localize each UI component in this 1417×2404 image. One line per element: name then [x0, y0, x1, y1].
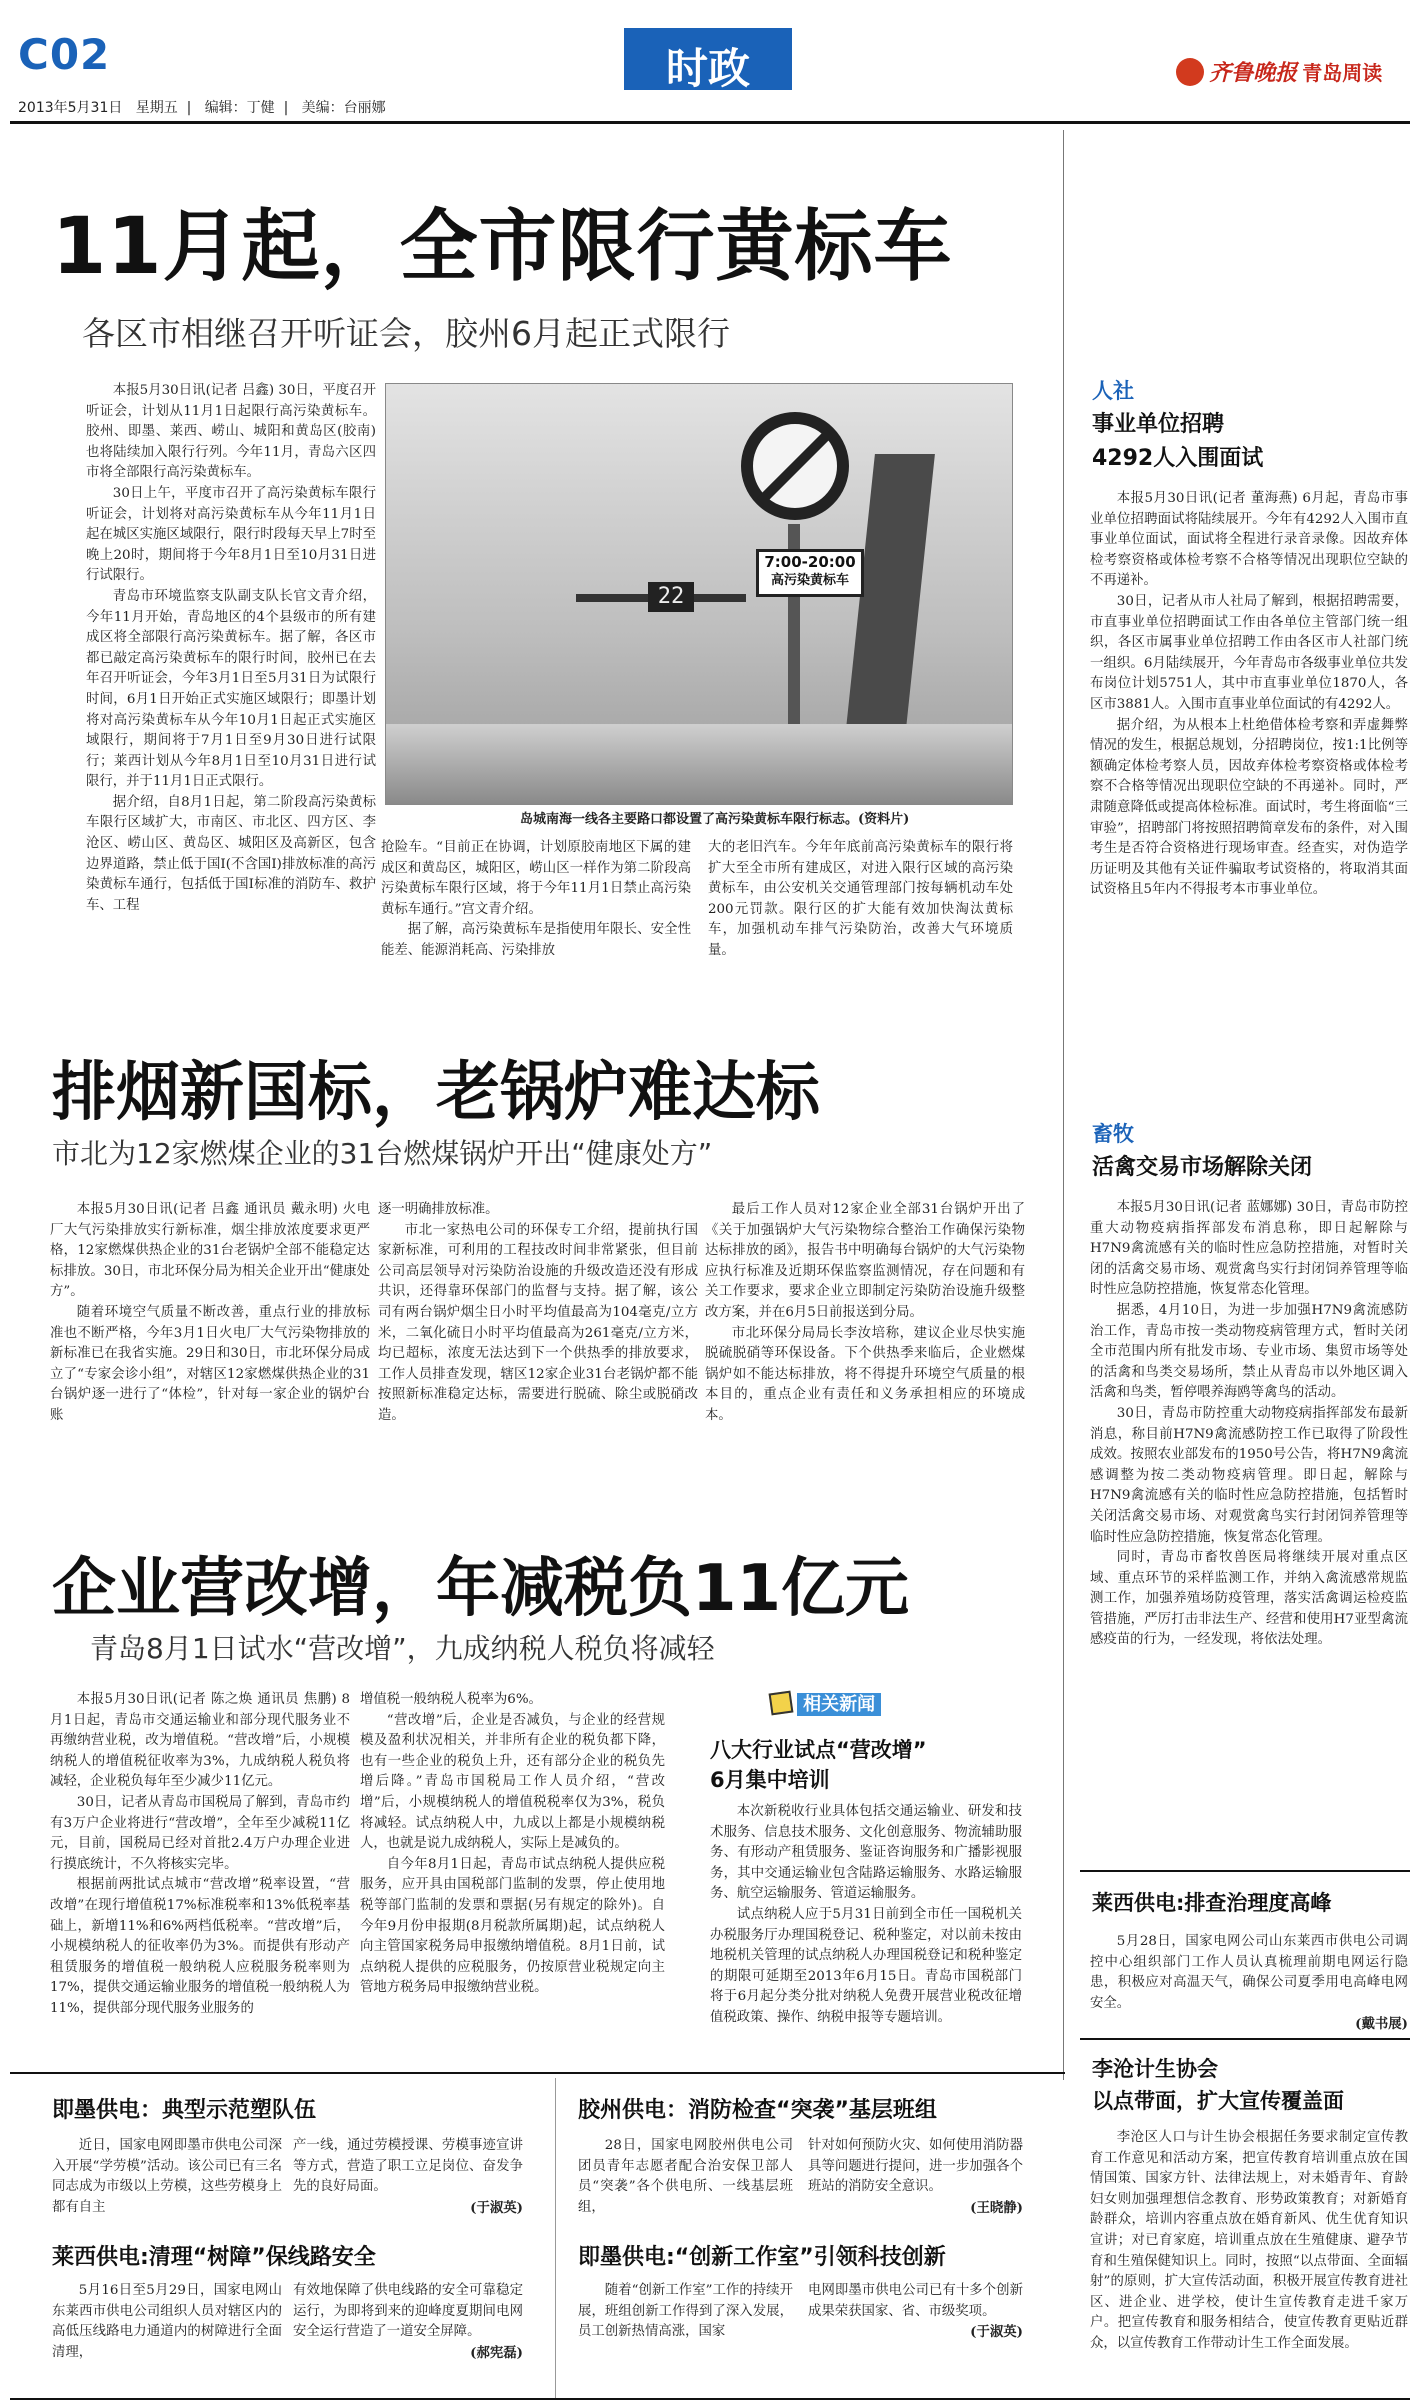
sign-plate	[756, 549, 864, 597]
related-title-1: 八大行业试点“营改增”	[710, 1738, 927, 1762]
side3-p1: 5月28日，国家电网公司山东莱西市供电公司调控中心组织部门工作人员认真梳理前期电网运行隐患，积极应对高温天气，确保公司夏季用电高峰电网安全。	[1090, 1934, 1408, 2011]
news-icon	[769, 1691, 794, 1716]
side1-title-2: 4292人入围面试	[1092, 446, 1264, 471]
a2-col-3-p2: 市北环保分局局长李汝培称，建议企业尽快实施脱硫脱硝等环保设备。下个供热季来临后，企业燃煤锅炉如不能达标排放，将不得提升环境空气质量的根本目的，重点企业有责任和义务承担相应的环境成本。	[705, 1325, 1025, 1423]
date-line: 2013年5月31日 星期五 | 编辑：丁健 | 美编：台丽娜	[18, 100, 386, 116]
a1-subheadline: 各区市相继召开听证会，胶州6月起正式限行	[82, 314, 730, 353]
a1-col-1: 本报5月30日讯(记者 吕鑫) 30日，平度召开听证会，计划从11月1日起限行高污染黄标车。胶州、即墨、莱西、崂山、城阳和黄岛区(胶南)也将陆续加入限行行列。今年11月，青岛六区四市将全部限行高污染黄标车。 30日上午，平度市召开了高污染黄标车限行听证会，计划将对高污染黄标车从今年11月1日起在城区实施区域限行，限行时段每天早上7时至晚上20时，期间将于今年8月1日至10月31日进行试限行。 青岛市环境监察支队副支队长官文青介绍，今年11月开始，青岛地区的4个县级市的所有建成区将全部限行高污染黄标车。据了解，各区市都已敲定高污染黄标车的限行时间，胶州已在去年召开听证会，今年3月1日至5月31日为试限行时间，6月1日开始正式实施区域限行；即墨计划将对高污染黄标车从今年10月1日起正式实施区域限行，期间将于7月1日至9月30日进行试限行；莱西计划从今年8月1日至10月31日进行试限行，并于11月1日正式限行。 据介绍，自8月1日起，第二阶段高污染黄标车限行区域扩大，市南区、市北区、四方区、李沧区、崂山区、黄岛区、城阳区及高新区，包含边界道路，禁止低于国Ⅰ(不含国Ⅰ)排放标准的高污染黄标车通行，包括低于国Ⅰ标准的消防车、救护车、工程	[86, 383, 376, 913]
side3-text	[1090, 1932, 1408, 2035]
side2-p3: 30日，青岛市防控重大动物疫病指挥部发布最新消息，称目前H7N9禽流感防控工作已取得了阶段性成效。按照农业部发布的1950号公告，将H7N9禽流感调整为按二类动物疫病管理。即日起，解除与H7N9禽流感有关的临时性应急防控措施，包括暂时关闭活禽交易市场、对观赏禽鸟实行封闭饲养管理等临时性应急防控措施，恢复常态化管理。	[1090, 1405, 1408, 1545]
paper-logo: 齐鲁晚报 青岛周读	[1176, 56, 1382, 90]
a2-col-2	[378, 1200, 698, 1427]
side3-author: (戴书展)	[1355, 2016, 1408, 2033]
section-title: 时政	[665, 44, 750, 93]
a2-col-1-p1: 本报5月30日讯(记者 吕鑫 通讯员 戴永明) 火电厂大气污染排放实行新标准，烟尘排放浓度要求更严格，12家燃煤供热企业的31台老锅炉全部不能稳定达标排放。30日，市北环保分局为相关企业开出“健康处方”。	[50, 1202, 370, 1300]
b3-title: 胶州供电：消防检查“突袭”基层班组	[578, 2098, 937, 2123]
a2-col-1-p2: 随着环境空气质量不断改善，重点行业的排放标准也不断严格，今年3月1日火电厂大气污染物排放的新标准已在我省实施。29日和30日，市北环保分局成立了“专家会诊小组”，对辖区12家燃煤供热企业的31台锅炉逐一进行了“体检”，针对每一家企业的锅炉台账	[50, 1304, 370, 1423]
side4-title-2: 以点带面，扩大宣传覆盖面	[1092, 2089, 1344, 2113]
page-bottom-rule	[10, 2398, 1410, 2400]
b4-col-1: 随着“创新工作室”工作的持续开展，班组创新工作得到了深入发展，员工创新热情高涨，国家	[578, 2283, 793, 2340]
side2-p2: 据悉，4月10日，为进一步加强H7N9禽流感防治工作，青岛市按一类动物疫病管理方式，暂时关闭全市范围内所有批发市场、专业市场、集贸市场等处的活禽和鸟类交易场所，禁止从青岛市以外地区调入活禽和鸟类，暂停喂养海鸥等禽鸟的活动。	[1090, 1302, 1408, 1401]
b1-col-2: 产一线，通过劳模授课、劳模事迹宣讲等方式，营造了职工立足岗位、奋发争先的良好局面。 (于淑英)	[293, 2138, 523, 2216]
side2-p4: 同时，青岛市畜牧兽医局将继续开展对重点区域、重点环节的采样监测工作，并纳入禽流感常规监测工作，加强养殖场防疫管理，落实活禽调运检疫监管措施，严厉打击非法生产、经营和使用H7亚型禽流感疫苗的行为，一经发现，将依法处理。	[1090, 1550, 1408, 1648]
a2-col-2-p1: 逐一明确排放标准。	[378, 1202, 499, 1217]
b1-title: 即墨供电：典型示范塑队伍	[52, 2098, 317, 2123]
b3-col-1: 28日，国家电网胶州供电公司团员青年志愿者配合治安保卫部人员“突袭”各个供电所、一线基层班组，	[578, 2138, 793, 2215]
b1-col-1: 近日，国家电网即墨市供电公司深入开展“学劳模”活动。该公司已有三名同志成为市级以上劳模，这些劳模身上都有自主	[52, 2138, 282, 2215]
date: 2013年5月31日	[18, 100, 123, 116]
bottom-divider	[555, 2078, 556, 2398]
page-number: C02	[18, 30, 111, 79]
bottom-rule	[10, 2072, 1065, 2074]
a1-photo	[385, 383, 1013, 805]
logo-icon	[1176, 58, 1204, 86]
a1-col-2	[381, 838, 691, 962]
a1-col-2-p2: 据了解，高污染黄标车是指使用年限长、安全性能差、能源消耗高、污染排放	[381, 922, 691, 958]
b3-col-2: 针对如何预防火灾、如何使用消防器具等问题进行提问，进一步加强各个班站的消防安全意识。 (王晓静)	[808, 2138, 1023, 2216]
side1-p2: 30日，记者从市人社局了解到，根据招聘需要，市直事业单位招聘面试工作由各单位主管部门统一组织，各区市属事业单位招聘工作由各区市人社部门统一组织。6月陆续展开，今年青岛市各级事业单位共发布岗位计划5751人，其中市直事业单位1870人，各区市3881人。入围市直事业单位面试的有4292人。	[1090, 593, 1408, 712]
side2-tag: 畜牧	[1092, 1122, 1134, 1146]
related-text-p1: 本次新税收行业具体包括交通运输业、研发和技术服务、信息技术服务、文化创意服务、物流辅助服务、有形动产租赁服务、鉴证咨询服务和广播影视服务，其中交通运输业包含陆路运输服务、水路运输服务、航空运输服务、管道运输服务。	[710, 1804, 1022, 1902]
b4-title: 即墨供电:“创新工作室”引领科技创新	[578, 2245, 946, 2270]
side4-text	[1090, 2128, 1408, 2396]
designer: 美编：台丽娜	[301, 100, 386, 116]
a2-col-2-p2: 市北一家热电公司的环保专工介绍，提前执行国家新标准，可利用的工程技改时间非常紧张，但目前公司高层领导对污染防治设施的升级改造还没有形成共识，还得靠环保部门的监督与支持。据了解，该公司有两台锅炉烟尘日小时平均值最高为104毫克/立方米，二氧化硫日小时平均值最高为261毫克/立方米，均已超标，浓度无法达到下一个供热季的排放要求，工作人员排查发现，辖区12家企业31台老锅炉都不能按照新标准稳定达标，需要进行脱硫、除尘或脱硝改造。	[378, 1222, 698, 1423]
side1-tag: 人社	[1092, 379, 1134, 403]
a2-headline: 排烟新国标，老锅炉难达标	[52, 1056, 820, 1130]
sign-text: 高污染黄标车	[770, 573, 849, 588]
a3-subheadline: 青岛8月1日试水“营改增”，九成纳税人税负将减轻	[90, 1632, 715, 1665]
a2-col-1	[50, 1200, 370, 1427]
b2-col-2: 有效地保障了供电线路的安全可靠稳定运行，为即将到来的迎峰度夏期间电网安全运行营造了一道安全屏障。 (郝宪磊)	[293, 2283, 523, 2361]
a3-col-2-p3: 自今年8月1日起，青岛市试点纳税人提供应税服务，应开具由国税部门监制的发票，停止使用地税等部门监制的发票和票据(另有规定的除外)。自今年9月份申报期(8月税款所属期)起，试点纳税人向主管国家税务局申报缴纳增值税。8月1日前，试点纳税人提供的应税服务，仍按原营业税规定向主管地方税务局申报缴纳营业税。	[360, 1856, 665, 1996]
a3-col-2-p2: “营改增”后，企业是否减负，与企业的经营规模及盈利状况相关，并非所有企业的税负都下降，也有一些企业的税负上升，还有部分企业的税负先增后降。”青岛市国税局工作人员介绍，“营改增”后，小规模纳税人的增值税税率仅为3%，税负将减轻。试点纳税人中，九成以上都是小规模纳税人，也就是说九成纳税人，实际上是减负的。	[360, 1712, 665, 1852]
a2-subheadline: 市北为12家燃煤企业的31台燃煤锅炉开出“健康处方”	[52, 1137, 713, 1170]
a2-col-3-p1: 最后工作人员对12家企业全部31台锅炉开出了《关于加强锅炉大气污染物综合整治工作确保污染物达标排放的函》，报告书中明确每台锅炉的大气污染物应执行标准及近期环保监察监测情况，存在问题和有关工作要求，要求企业立即制定污染防治设施升级整改方案，并在6月5日前报送到分局。	[705, 1202, 1025, 1320]
a3-col-1-p3: 根据前两批试点城市“营改增”税率设置，“营改增”在现行增值税17%标准税率和13%低税率基础上，新增11%和6%两档低税率。“营改增”后，小规模纳税人的征收率仍为3%。而提供有形动产租赁服务的增值税一般纳税人应税服务税率则为17%，提供交通运输业服务的增值税一般纳税人为11%，提供部分现代服务业服务的	[50, 1877, 350, 2016]
related-text-p2: 试点纳税人应于5月31日前到全市任一国税机关办税服务厅办理国税登记、税种鉴定，对以前未按由地税机关管理的试点纳税人办理国税登记和税种鉴定的期限可延期至2013年6月15日。青岛市国税部门将于6月起分类分批对纳税人免费开展营业税改征增值税政策、操作、纳税申报等专题培训。	[710, 1906, 1022, 2025]
b2-col-1: 5月16日至5月29日，国家电网山东莱西市供电公司组织人员对辖区内的高低压线路电力通道内的树障进行全面清理，	[52, 2283, 282, 2360]
side1-p3: 据介绍，为从根本上杜绝借体检考察和弄虚舞弊情况的发生，根据总规划，分招聘岗位，按1:1比例等额确定体检考察人员，因故弃体检考察资格或体检考察不合格等情况出现职位空缺的不再递补。同时，严肃随意降低或提高体检标准。面试时，考生将面临“三审验”，招聘部门将按照招聘简章发布的条件，对入围考生是否符合资格进行现场审查。经查实，对伪造学历证明及其他有关证件骗取考试资格的，将取消其面试资格且5年内不得报考本市事业单位。	[1090, 717, 1408, 898]
related-news-tag: 相关新闻	[770, 1690, 881, 1720]
a3-col-1-p1: 本报5月30日讯(记者 陈之焕 通讯员 焦鹏) 8月1日起，青岛市交通运输业和部分现代服务业不再缴纳营业税，改为增值税。“营改增”后，小规模纳税人的增值税征收率为3%，九成纳税人税负将减轻，企业税负每年至少减少11亿元。	[50, 1692, 350, 1790]
side1-title-1: 事业单位招聘	[1092, 412, 1225, 437]
street-cars	[386, 724, 1013, 805]
a2-col-3	[705, 1200, 1025, 1427]
a1-col-2-p1: 抢险车。“目前正在协调，计划原胶南地区下属的建成区和黄岛区，城阳区，崂山区一样作为第二阶段高污染黄标车限行区域，将于今年11月1日禁止高污染黄标车通行。”宫文青介绍。	[381, 840, 691, 917]
a3-headline: 企业营改增，年减税负11亿元	[52, 1552, 910, 1626]
side1-text	[1090, 489, 1408, 901]
a3-col-1-p2: 30日，记者从青岛市国税局了解到，青岛市约有3万户企业将进行“营改增”，全年至少减税11亿元，目前，国税局已经对首批2.4万户办理企业进行摸底统计，不久将核实完毕。	[50, 1794, 350, 1872]
side3-title: 莱西供电:排查治理度高峰	[1092, 1891, 1332, 1915]
side4-p1: 李沧区人口与计生协会根据任务要求制定宣传教育工作意见和活动方案，把宣传教育培训重点放在国情国策、国家方针、法律法规上，对未婚青年、育龄妇女则加强理想信念教育、形势政策教育；对新婚育龄群众，培训内容重点放在婚育新风、优生优育知识宣讲；对已育家庭，培训重点放在生殖健康、避孕节育和生殖保健知识上。同时，按照“以点带面、全面辐射”的原则，扩大宣传活动面，积极开展宣传教育进社区、进企业、进学校，使计生宣传教育走进千家万户。把宣传教育和服务相结合，使宣传教育更贴近群众，以宣传教育工作带动计生工作全面发展。	[1090, 2130, 1408, 2351]
a1-headline: 11月起，全市限行黄标车	[52, 202, 953, 292]
side2-p1: 本报5月30日讯(记者 蓝娜娜) 30日，青岛市防控重大动物疫病指挥部发布消息称，即日起解除与H7N9禽流感有关的临时性应急防控措施，对暂时关闭的活禽交易市场、观赏禽鸟实行封闭饲养管理等临时性应急防控措施，恢复常态化管理。	[1090, 1200, 1408, 1298]
masthead-rule	[10, 121, 1410, 124]
editor: 编辑：丁健	[204, 100, 275, 116]
side2-text	[1090, 1198, 1408, 1651]
a3-col-2	[360, 1690, 665, 1999]
sidebar-divider	[1063, 130, 1064, 2080]
related-text	[710, 1802, 1022, 2029]
side4-title-1: 李沧计生协会	[1092, 2057, 1218, 2081]
traffic-countdown: 22	[648, 582, 694, 612]
related-news-box	[680, 1690, 1025, 2030]
weekday: 星期五	[135, 100, 178, 116]
a3-col-2-p1: 增值税一般纳税人税率为6%。	[360, 1692, 542, 1707]
side3-rule	[1080, 1870, 1410, 1872]
side2-title: 活禽交易市场解除关闭	[1092, 1155, 1313, 1180]
masthead	[0, 0, 1417, 116]
related-title-2: 6月集中培训	[710, 1768, 830, 1792]
a3-col-1	[50, 1690, 350, 2020]
a1-photo-caption: 岛城南海一线各主要路口都设置了高污染黄标车限行标志。(资料片)	[520, 812, 910, 827]
sign-time: 7:00-20:00	[764, 553, 856, 571]
b4-col-2: 电网即墨市供电公司已有十多个创新成果荣获国家、省、市级奖项。 (于淑英)	[808, 2283, 1023, 2341]
a1-col-3	[708, 838, 1013, 962]
side4-rule	[1080, 2038, 1410, 2040]
side1-p1: 本报5月30日讯(记者 董海燕) 6月起，青岛市事业单位招聘面试将陆续展开。今年有4292人入围市直事业单位面试，面试将全程进行录音录像。因故弃体检考察资格或体检考察不合格等情况出现职位空缺的不再递补。	[1090, 491, 1408, 589]
a1-col-3-p1: 大的老旧汽车。今年年底前高污染黄标车的限行将扩大至全市所有建成区，对进入限行区域的高污染黄标车，由公安机关交通管理部门按每辆机动车处200元罚款。限行区的扩大能有效加快淘汰黄标车，加强机动车排气污染防治，改善大气环境质量。	[708, 840, 1013, 958]
b2-title: 莱西供电:清理“树障”保线路安全	[52, 2245, 376, 2270]
